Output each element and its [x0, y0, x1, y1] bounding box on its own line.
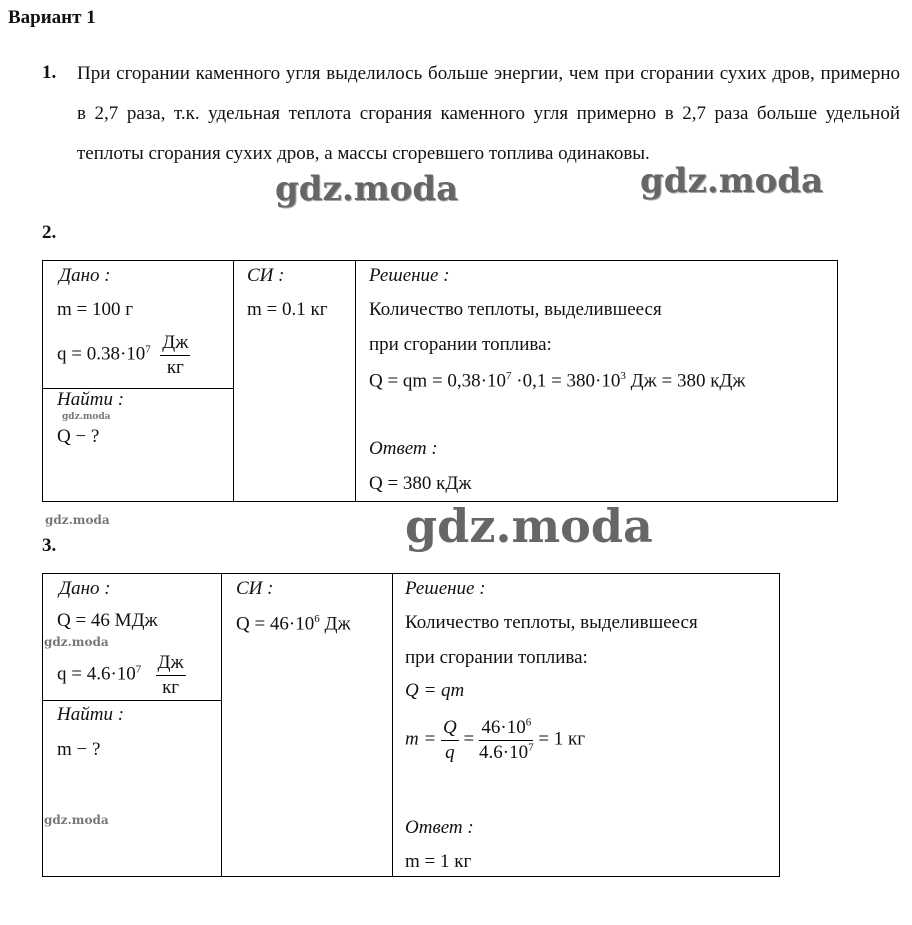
task-3-number: 3. [42, 535, 57, 556]
task-2-table [42, 260, 838, 502]
given-q: $q = 0.38\cdot 10^7$ $\frac{Дж}{кг}$ [57, 332, 189, 378]
si-value: $Q = 46\cdot 10^6$ Дж [236, 613, 351, 635]
solution-label: Решение : [405, 578, 486, 599]
given-mass: m = 100 г [57, 299, 134, 320]
watermark: gdz.moda [62, 412, 111, 422]
formula-basic: Q = qm [405, 680, 465, 701]
watermark: gdz.moda [44, 813, 109, 827]
answer-label: Ответ : [369, 438, 438, 459]
find-value: Q − ? [57, 426, 100, 447]
answer-label: Ответ : [405, 817, 474, 838]
solution-line: Количество теплоты, выделившееся [405, 612, 698, 633]
task-2-number: 2. [42, 222, 57, 243]
given-q: $q = 4.6\cdot 10^7$ $\frac{Дж}{кг}$ [57, 652, 184, 698]
solution-line: при сгорании топлива: [405, 647, 588, 668]
si-label: СИ : [236, 578, 274, 599]
given-label: Дано : [59, 578, 111, 599]
si-label: СИ : [247, 265, 285, 286]
task-3-table [42, 573, 780, 877]
task-1-text: При сгорании каменного угля выделилось больше энергии, чем при сгорании сухих дров, примерно в 2,7 раза, т.к. удельная теплота сгорания каменного угля примерно в 2,7 раза больше удельной теплоты сгорания сухих дров, а массы сгоревшего топлива одинаковы. [77, 63, 900, 164]
solution-label: Решение : [369, 265, 450, 286]
watermark: gdz.moda [44, 635, 109, 649]
si-value: m = 0.1 кг [247, 299, 328, 320]
find-label: Найти : [57, 704, 125, 725]
watermark: gdz.moda [405, 499, 653, 553]
answer-value: Q = 380 кДж [369, 473, 472, 494]
given-energy: Q = 46 МДж [57, 610, 158, 631]
variant-title: Вариант 1 [8, 7, 96, 28]
formula-mass: m = $\frac{Q}{q}$ = $\frac{46\cdot 10^6}{4.6\cdot 10^7}$ = 1 кг [405, 716, 586, 763]
watermark: gdz.moda [640, 161, 824, 201]
watermark: gdz.moda [275, 169, 459, 209]
task-1-number: 1. [42, 62, 57, 83]
find-value: m − ? [57, 739, 101, 760]
given-label: Дано : [59, 265, 111, 286]
solution-formula: Q = qm = $0,38\cdot 10^7 \cdot 0,1 = 380\cdot 10^3$ Дж = 380 кДж [369, 370, 746, 392]
watermark: gdz.moda [45, 513, 110, 527]
solution-line: Количество теплоты, выделившееся [369, 299, 662, 320]
find-label: Найти : [57, 389, 125, 410]
answer-value: m = 1 кг [405, 851, 472, 872]
solution-line: при сгорании топлива: [369, 334, 552, 355]
